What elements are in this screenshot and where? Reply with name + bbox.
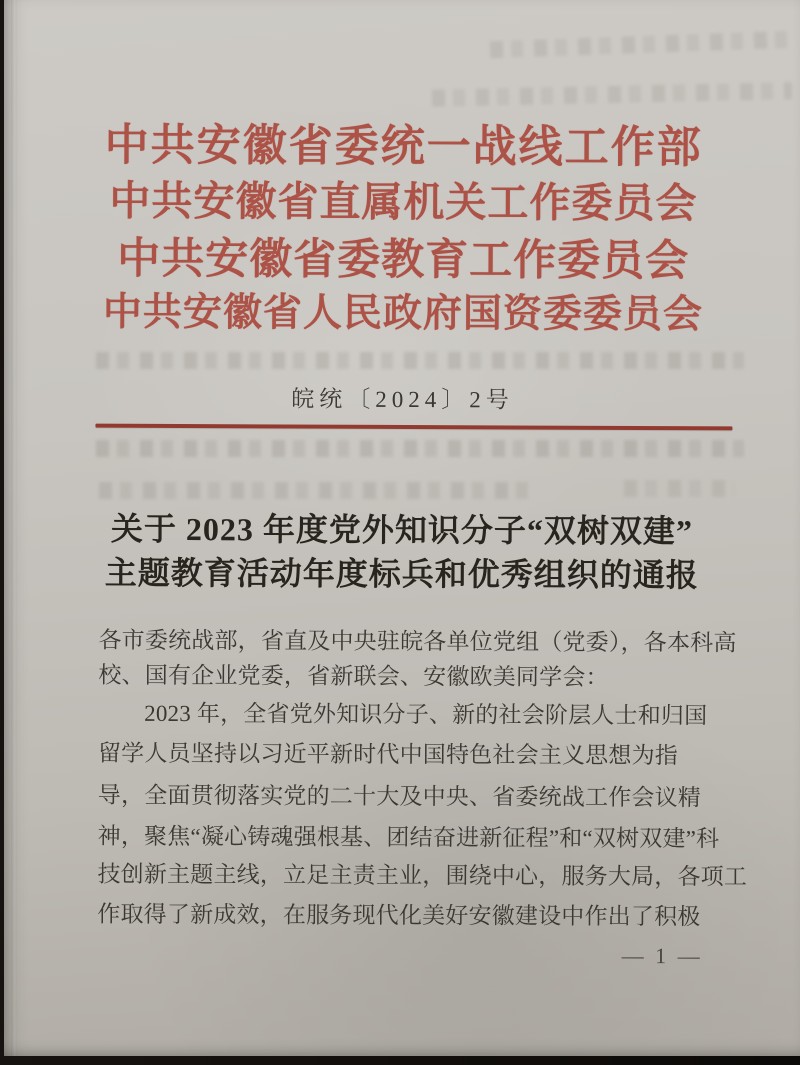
body-text-line: 2023 年，全省党外知识分子、新的社会阶层人士和归国 (144, 700, 708, 729)
page-number: — 1 — (621, 942, 703, 969)
document-title-line-1: 关于 2023 年度党外知识分子“双树双建” (110, 510, 694, 550)
body-text-line: 校、国有企业党委，省新联会、安徽欧美同学会： (98, 662, 609, 690)
body-text-line: 留学人员坚持以习近平新时代中国特色社会主义思想为指 (97, 740, 679, 769)
body-text-line: 导，全面贯彻落实党的二十大及中央、省委统战工作会议精 (97, 782, 702, 811)
body-text-line: 神，聚焦“凝心铸魂强根基、团结奋进新征程”和“双树双建”科 (97, 823, 720, 852)
document-content (2, 0, 800, 1058)
letterhead-line-2: 中共安徽省直属机关工作委员会 (109, 177, 698, 227)
paper-sheet (4, 0, 800, 1056)
body-text-line: 技创新主题主线，立足主责主业，围绕中心，服务大局，各项工 (97, 861, 748, 890)
body-text-line: 作取得了新成效，在服务现代化美好安徽建设中作出了积极 (97, 901, 701, 930)
letterhead-line-4: 中共安徽省人民政府国资委委员会 (102, 290, 704, 337)
document-title-line-2: 主题教育活动年度标兵和优秀组织的通报 (104, 554, 699, 594)
document-number: 皖统〔2024〕2号 (291, 386, 514, 413)
body-text-line: 各市委统战部，省直及中央驻皖各单位党组（党委），各本科高 (98, 627, 737, 656)
letterhead-line-3: 中共安徽省委教育工作委员会 (117, 235, 690, 286)
letterhead-line-1: 中共安徽省委统一战线工作部 (104, 120, 703, 173)
red-separator-rule (95, 424, 732, 431)
